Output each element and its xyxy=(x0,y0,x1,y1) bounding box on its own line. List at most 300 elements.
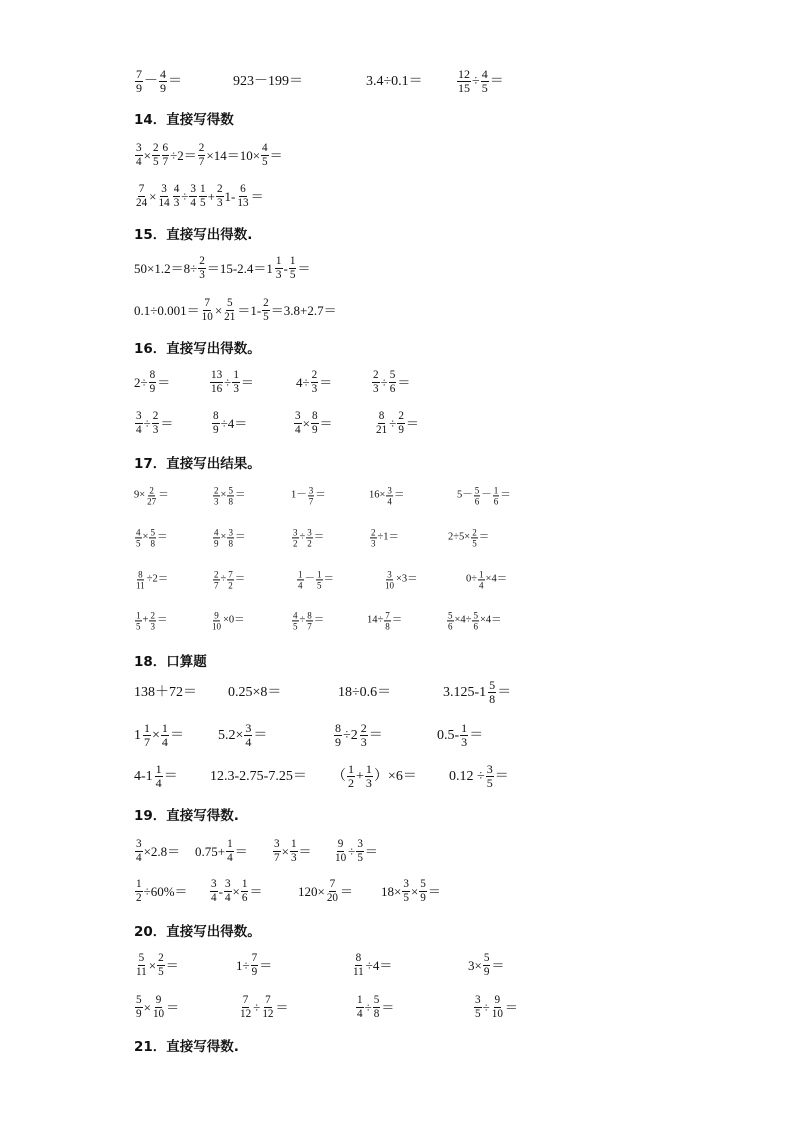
fraction-numerator: 5 xyxy=(389,368,396,381)
expression xyxy=(351,952,392,978)
fraction-denominator: 2 xyxy=(293,538,298,549)
fraction-numerator: 5 xyxy=(226,296,233,309)
fraction-numerator: 1 xyxy=(493,485,499,496)
expression-text: ＝ xyxy=(156,531,168,543)
fraction-numerator: 7 xyxy=(251,951,258,964)
problem-heading: 16．直接写出得数。 xyxy=(134,341,261,357)
expression-text: ÷4＝ xyxy=(365,957,393,973)
fraction-denominator: 9 xyxy=(136,1007,142,1020)
fraction xyxy=(389,369,397,395)
expression-text: ×14＝10× xyxy=(206,147,261,163)
fraction xyxy=(213,527,220,548)
expression-text: 2÷ xyxy=(134,374,148,390)
expression xyxy=(466,569,507,590)
fraction-numerator: 4 xyxy=(481,67,488,82)
fraction-numerator: 5 xyxy=(138,951,145,964)
fraction-denominator: 12 xyxy=(262,1007,274,1020)
expression-text: - xyxy=(283,260,288,276)
expression-text: ÷ xyxy=(389,415,397,431)
expression-text: ÷ xyxy=(472,74,480,89)
expression-text: 1- xyxy=(224,188,236,204)
expression-text: ×4＝ xyxy=(485,573,508,585)
fraction-denominator: 6 xyxy=(493,496,499,507)
fraction xyxy=(386,485,393,506)
expression-text: ＝ xyxy=(381,999,395,1015)
expression-text: － xyxy=(304,573,316,585)
fraction-denominator: 13 xyxy=(237,196,249,209)
fraction xyxy=(474,994,482,1020)
fraction-denominator: 2 xyxy=(228,580,233,591)
fraction-numerator: 1 xyxy=(365,762,372,777)
expression-text: ÷ xyxy=(348,843,356,859)
expression-text: 0÷ xyxy=(466,573,478,585)
expression xyxy=(134,838,180,864)
fraction xyxy=(474,485,481,506)
fraction-denominator: 9 xyxy=(483,965,490,978)
fraction-denominator: 4 xyxy=(136,851,142,864)
expression xyxy=(298,878,353,904)
fraction-numerator: 5 xyxy=(420,877,426,890)
fraction-denominator: 7 xyxy=(144,735,151,750)
fraction xyxy=(135,183,148,209)
fraction xyxy=(289,255,297,281)
fraction-numerator: 1 xyxy=(317,569,322,580)
expression-text: ＝ xyxy=(168,74,183,89)
expression-text: ＝ xyxy=(275,999,289,1015)
fraction xyxy=(224,878,232,904)
fraction xyxy=(223,297,236,323)
fraction-denominator: 3 xyxy=(461,735,468,750)
fraction xyxy=(161,722,169,750)
fraction xyxy=(292,610,299,631)
fraction-numerator: 2 xyxy=(149,485,154,496)
expression-text: ×2.8＝ xyxy=(143,843,181,859)
fraction xyxy=(402,878,410,904)
expression xyxy=(134,994,179,1020)
fraction-denominator: 4 xyxy=(298,580,303,591)
problem-heading: 21．直接写得数. xyxy=(134,1039,239,1055)
expression-text: ÷1＝ xyxy=(377,531,400,543)
fraction-denominator: 3 xyxy=(152,423,159,436)
fraction-denominator: 4 xyxy=(245,735,252,750)
fraction-numerator: 2 xyxy=(152,409,159,422)
expression xyxy=(291,485,326,506)
expression-text: 0.1÷0.001＝ xyxy=(134,302,200,318)
fraction-denominator: 4 xyxy=(190,196,197,209)
fraction-denominator: 3 xyxy=(365,776,372,791)
fraction-denominator: 9 xyxy=(398,423,404,436)
fraction xyxy=(481,68,489,96)
fraction-denominator: 3 xyxy=(371,538,376,549)
fraction-numerator: 8 xyxy=(149,368,156,381)
expression-text: × xyxy=(410,883,419,899)
fraction-denominator: 4 xyxy=(211,891,217,904)
expression-text: ＝ xyxy=(368,728,383,743)
expression xyxy=(272,838,312,864)
fraction xyxy=(226,838,234,864)
fraction-denominator: 21 xyxy=(224,310,236,323)
fraction-numerator: 7 xyxy=(138,182,145,195)
fraction-numerator: 1 xyxy=(275,254,282,267)
expression-text: 923－199＝ xyxy=(233,74,303,89)
expression-text: ＝ xyxy=(504,999,518,1015)
expression-text: 0.25×8＝ xyxy=(228,685,282,700)
fraction-denominator: 5 xyxy=(481,81,488,96)
fraction xyxy=(356,838,364,864)
fraction xyxy=(297,569,304,590)
fraction xyxy=(251,952,259,978)
expression-text: - xyxy=(218,883,223,899)
fraction xyxy=(311,369,319,395)
fraction-numerator: 9 xyxy=(337,837,344,850)
expression-text: ＝ xyxy=(313,614,325,626)
fraction xyxy=(227,527,234,548)
fraction-numerator: 6 xyxy=(162,141,169,154)
fraction-denominator: 10 xyxy=(201,310,213,323)
expression-text: ＝ xyxy=(494,769,509,784)
expression-text: 3.125- xyxy=(443,685,480,700)
fraction xyxy=(486,763,494,791)
expression-text: ÷2＝ xyxy=(170,147,197,163)
fraction xyxy=(152,410,160,436)
fraction-denominator: 5 xyxy=(289,268,296,281)
fraction xyxy=(146,485,157,506)
fraction xyxy=(326,878,339,904)
fraction xyxy=(491,994,504,1020)
expression xyxy=(134,369,170,395)
expression-text: 0.5- xyxy=(437,728,460,743)
expression xyxy=(209,369,254,395)
fraction xyxy=(135,569,146,590)
fraction-denominator: 8 xyxy=(150,538,155,549)
expression-text: ＝ xyxy=(259,957,273,973)
fraction-numerator: 1 xyxy=(155,762,162,777)
expression-text: ÷2＝ xyxy=(146,573,169,585)
expression-text: 14÷ xyxy=(367,614,384,626)
fraction-numerator: 1 xyxy=(461,721,468,736)
expression-text: ）×6＝ xyxy=(373,769,417,784)
fraction-denominator: 9 xyxy=(160,81,167,96)
fraction xyxy=(135,68,143,96)
fraction-denominator: 3 xyxy=(373,382,379,395)
fraction-denominator: 5 xyxy=(152,155,159,168)
expression-text: × xyxy=(149,188,157,204)
fraction-numerator: 8 xyxy=(378,409,385,422)
fraction-numerator: 3 xyxy=(228,527,233,538)
expression-text: 12.3-2.75-7.25＝ xyxy=(210,769,307,784)
fraction-numerator: 3 xyxy=(211,877,217,890)
expression xyxy=(332,763,417,791)
expression xyxy=(291,527,324,548)
fraction-denominator: 24 xyxy=(136,196,148,209)
expression-text: ＝ xyxy=(165,957,179,973)
expression xyxy=(291,610,324,631)
expression-text: ÷60%＝ xyxy=(143,883,188,899)
fraction xyxy=(198,255,206,281)
expression xyxy=(293,410,333,436)
fraction-denominator: 12 xyxy=(240,1007,252,1020)
expression xyxy=(134,255,310,281)
fraction xyxy=(308,485,315,506)
fraction xyxy=(211,610,222,631)
fraction-denominator: 3 xyxy=(173,196,180,209)
fraction xyxy=(198,142,206,168)
fraction-numerator: 5 xyxy=(228,485,233,496)
fraction-numerator: 3 xyxy=(190,182,197,195)
expression xyxy=(333,838,378,864)
expression-text: ＝ xyxy=(315,489,326,501)
expression xyxy=(134,878,188,904)
fraction-numerator: 1 xyxy=(136,877,142,890)
expression-text: ＝ xyxy=(319,374,333,390)
fraction-numerator: 1 xyxy=(136,610,141,621)
expression-text: 1－ xyxy=(291,489,307,501)
expression-text: × xyxy=(232,883,240,899)
fraction-numerator: 2 xyxy=(472,527,477,538)
fraction xyxy=(493,485,500,506)
expression xyxy=(355,994,394,1020)
fraction xyxy=(472,610,479,631)
fraction xyxy=(189,183,197,209)
fraction-denominator: 10 xyxy=(385,580,395,591)
fraction xyxy=(135,838,143,864)
fraction-denominator: 7 xyxy=(274,851,280,864)
mixed-number-whole: 1 xyxy=(479,685,487,700)
fraction-numerator: 7 xyxy=(136,67,143,82)
expression xyxy=(134,485,169,506)
expression-text: + xyxy=(207,188,215,204)
fraction-denominator: 4 xyxy=(295,423,301,436)
expression-text: ×4＝ xyxy=(479,614,502,626)
expression-text: 5－ xyxy=(457,489,473,501)
fraction xyxy=(478,569,485,590)
fraction xyxy=(143,722,151,750)
expression-text: 0.12 ÷ xyxy=(449,769,485,784)
fraction xyxy=(135,952,148,978)
fraction-numerator: 13 xyxy=(211,368,223,381)
fraction-numerator: 5 xyxy=(136,993,142,1006)
fraction xyxy=(159,68,167,96)
expression-text: ÷ xyxy=(181,188,189,204)
fraction-numerator: 8 xyxy=(138,569,143,580)
fraction-numerator: 3 xyxy=(308,485,314,496)
fraction-denominator: 5 xyxy=(357,851,363,864)
expression-text: （ xyxy=(332,769,346,784)
fraction-numerator: 12 xyxy=(458,67,471,82)
expression xyxy=(195,838,248,864)
fraction xyxy=(152,994,165,1020)
expression-text: 50×1.2＝8÷ xyxy=(134,260,198,276)
fraction-numerator: 6 xyxy=(240,182,246,195)
fraction xyxy=(152,142,160,168)
fraction-numerator: 4 xyxy=(262,141,268,154)
fraction-numerator: 2 xyxy=(152,141,159,154)
fraction xyxy=(375,410,388,436)
expression xyxy=(381,878,441,904)
expression-text: ＝ xyxy=(253,728,268,743)
expression-text: ＝ xyxy=(234,531,246,543)
expression xyxy=(446,610,502,631)
expression xyxy=(369,527,399,548)
expression xyxy=(338,686,391,700)
fraction-numerator: 7 xyxy=(242,993,249,1006)
fraction-denominator: 4 xyxy=(479,580,484,591)
fraction xyxy=(306,610,313,631)
fraction xyxy=(135,410,143,436)
fraction xyxy=(158,183,171,209)
expression-text: ÷ xyxy=(220,573,227,585)
expression-text: 138＋72＝ xyxy=(134,685,197,700)
expression-text: × xyxy=(220,531,227,543)
fraction-numerator: 1 xyxy=(348,762,355,777)
expression xyxy=(437,722,483,750)
fraction-denominator: 5 xyxy=(475,1007,481,1020)
expression-text: × xyxy=(142,531,149,543)
fraction xyxy=(334,838,347,864)
fraction xyxy=(149,527,156,548)
fraction-denominator: 3 xyxy=(311,382,318,395)
fraction-denominator: 27 xyxy=(147,496,157,507)
fraction xyxy=(372,369,380,395)
expression-text: ＝ xyxy=(313,531,325,543)
fraction xyxy=(149,610,156,631)
expression xyxy=(456,68,504,96)
fraction-denominator: 4 xyxy=(136,155,142,168)
fraction xyxy=(365,763,373,791)
expression xyxy=(449,763,509,791)
expression-text: ＝ xyxy=(158,489,169,501)
expression-text: ＝15-2.4＝ xyxy=(206,260,267,276)
fraction-denominator: 7 xyxy=(307,621,312,632)
fraction-denominator: 6 xyxy=(241,891,248,904)
fraction xyxy=(227,485,234,506)
mixed-number-whole: 2 xyxy=(350,728,358,743)
expression xyxy=(134,527,167,548)
fraction-denominator: 2 xyxy=(307,538,312,549)
expression-text: 5.2× xyxy=(218,728,244,743)
fraction-numerator: 7 xyxy=(204,296,211,309)
fraction xyxy=(149,369,157,395)
expression-text: ÷ xyxy=(253,999,261,1015)
fraction-numerator: 3 xyxy=(293,527,298,538)
expression-text: ×3＝ xyxy=(396,573,418,585)
expression-text: ＝ xyxy=(298,843,312,859)
fraction-numerator: 2 xyxy=(398,409,404,422)
fraction-numerator: 3 xyxy=(224,877,231,890)
expression xyxy=(448,527,489,548)
fraction-denominator: 5 xyxy=(317,580,322,591)
expression-text: ＝ xyxy=(319,415,333,431)
expression-text: ＝ xyxy=(340,883,354,899)
expression xyxy=(218,722,267,750)
expression xyxy=(443,679,511,707)
expression xyxy=(468,952,504,978)
expression-text: ＝ xyxy=(297,260,311,276)
expression xyxy=(210,610,245,631)
fraction-denominator: 6 xyxy=(448,621,453,632)
fraction xyxy=(384,569,395,590)
expression xyxy=(134,142,283,168)
fraction-numerator: 3 xyxy=(295,409,301,422)
fraction xyxy=(262,297,270,323)
fraction-numerator: 9 xyxy=(494,993,501,1006)
expression-text: ÷ xyxy=(380,374,388,390)
fraction-denominator: 5 xyxy=(136,538,141,549)
fraction xyxy=(241,878,249,904)
expression-text: 3× xyxy=(468,957,482,973)
fraction-numerator: 1 xyxy=(144,721,151,736)
fraction-denominator: 9 xyxy=(311,423,318,436)
fraction-denominator: 9 xyxy=(335,735,342,750)
expression-text: 16× xyxy=(369,489,386,501)
expression-text: ＝ xyxy=(166,999,180,1015)
fraction-denominator: 10 xyxy=(491,1007,503,1020)
expression-text: ＝ xyxy=(234,489,246,501)
expression-text: × xyxy=(302,415,310,431)
expression-text: － xyxy=(144,74,159,89)
fraction-denominator: 5 xyxy=(486,776,493,791)
fraction-numerator: 5 xyxy=(473,610,478,621)
expression xyxy=(134,763,178,791)
fraction-denominator: 8 xyxy=(228,496,233,507)
fraction xyxy=(471,527,478,548)
fraction xyxy=(292,527,299,548)
fraction-denominator: 4 xyxy=(161,735,168,750)
expression-text: 18÷0.6＝ xyxy=(338,685,392,700)
fraction-denominator: 3 xyxy=(199,268,205,281)
fraction-denominator: 7 xyxy=(162,155,169,168)
fraction xyxy=(135,994,143,1020)
expression-text: ×0＝ xyxy=(223,614,245,626)
fraction-numerator: 2 xyxy=(198,141,205,154)
expression-text: ＝ xyxy=(497,685,512,700)
mixed-number-whole: 1 xyxy=(266,260,273,276)
fraction-denominator: 2 xyxy=(136,891,142,904)
fraction xyxy=(370,527,377,548)
fraction-numerator: 4 xyxy=(173,182,180,195)
expression-text: ＝ xyxy=(397,374,411,390)
fraction-numerator: 1 xyxy=(161,721,168,736)
fraction xyxy=(294,410,302,436)
fraction-denominator: 4 xyxy=(136,423,142,436)
fraction-numerator: 4 xyxy=(136,527,141,538)
expression-text: × xyxy=(152,728,160,743)
fraction-denominator: 5 xyxy=(263,310,269,323)
fraction xyxy=(135,610,142,631)
fraction xyxy=(212,410,220,436)
fraction xyxy=(290,838,298,864)
fraction xyxy=(199,183,207,209)
fraction-numerator: 5 xyxy=(448,610,453,621)
fraction-denominator: 3 xyxy=(216,196,223,209)
fraction-denominator: 10 xyxy=(335,851,347,864)
fraction-denominator: 9 xyxy=(420,891,426,904)
fraction-numerator: 8 xyxy=(335,721,342,736)
fraction-denominator: 8 xyxy=(373,1007,380,1020)
fraction xyxy=(232,369,240,395)
fraction-numerator: 2 xyxy=(150,610,155,621)
fraction-denominator: 8 xyxy=(228,538,233,549)
fraction xyxy=(356,994,364,1020)
expression xyxy=(134,952,179,978)
fraction-numerator: 3 xyxy=(161,182,167,195)
expression xyxy=(134,68,182,96)
expression xyxy=(367,610,402,631)
expression-text: 3.4÷0.1＝ xyxy=(366,74,423,89)
expression-text: × xyxy=(220,489,227,501)
fraction xyxy=(239,994,252,1020)
fraction xyxy=(483,952,491,978)
